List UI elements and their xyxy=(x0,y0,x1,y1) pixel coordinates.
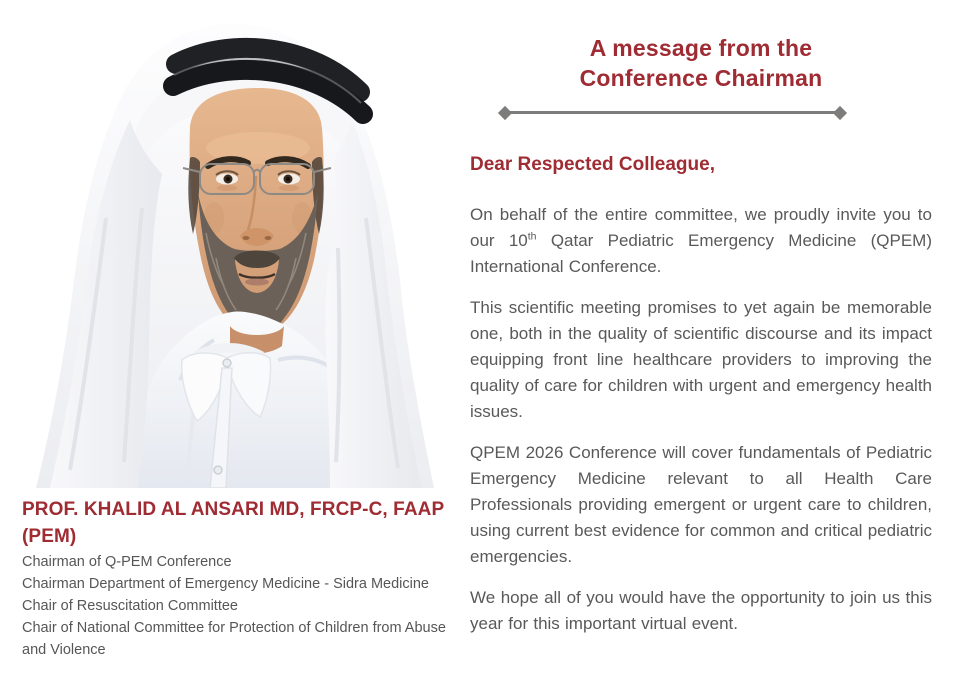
chairman-titles xyxy=(22,551,456,661)
message-paragraph: QPEM 2026 Conference will cover fundamentals of Pediatric Emergency Medicine relevant to all Health Care Professionals providing emergent or urgent care to children, using current best evidence for common and critical pediatric emergencies. xyxy=(470,443,932,566)
chairman-portrait-illustration xyxy=(30,8,440,488)
chairman-title-line: Chairman Department of Emergency Medicine - Sidra Medicine xyxy=(22,576,429,592)
ordinal-superscript: th xyxy=(527,230,537,243)
message-paragraph xyxy=(470,202,932,280)
chairman-photo xyxy=(30,8,440,488)
page-title-line2: Conference Chairman xyxy=(579,65,823,91)
chairman-name-line2: (PEM) xyxy=(22,526,77,547)
title-divider xyxy=(500,107,845,118)
chairman-title-line: Chairman of Q-PEM Conference xyxy=(22,554,232,570)
divider-line xyxy=(510,111,835,114)
message-column xyxy=(470,33,932,637)
page-title xyxy=(470,33,932,93)
salutation: Dear Respected Colleague, xyxy=(470,154,715,175)
page-title-line1: A message from the xyxy=(589,35,813,61)
chairman-title-line: Chair of National Committee for Protection of Children from Abuse and Violence xyxy=(22,620,446,658)
message-paragraph: This scientific meeting promises to yet again be memorable one, both in the quality of scientific discourse and its impact equipping front line healthcare providers to improving the quality of care for children with urgent and emergency health issues. xyxy=(470,298,932,421)
paragraph-text: On behalf of the entire committee, we proudly invite you to our 10 xyxy=(470,205,932,250)
paragraph-text: Qatar Pediatric Emergency Medicine (QPEM) International Conference. xyxy=(470,231,933,276)
divider-diamond-right xyxy=(833,105,847,119)
chairman-title-line: Chair of Resuscitation Committee xyxy=(22,598,238,614)
divider-diamond-left xyxy=(498,105,512,119)
chairman-name xyxy=(22,496,472,550)
chairman-name-line1: PROF. KHALID AL ANSARI MD, FRCP-C, FAAP xyxy=(22,499,445,520)
message-paragraph: We hope all of you would have the opportunity to join us this year for this important virtual event. xyxy=(470,588,932,633)
